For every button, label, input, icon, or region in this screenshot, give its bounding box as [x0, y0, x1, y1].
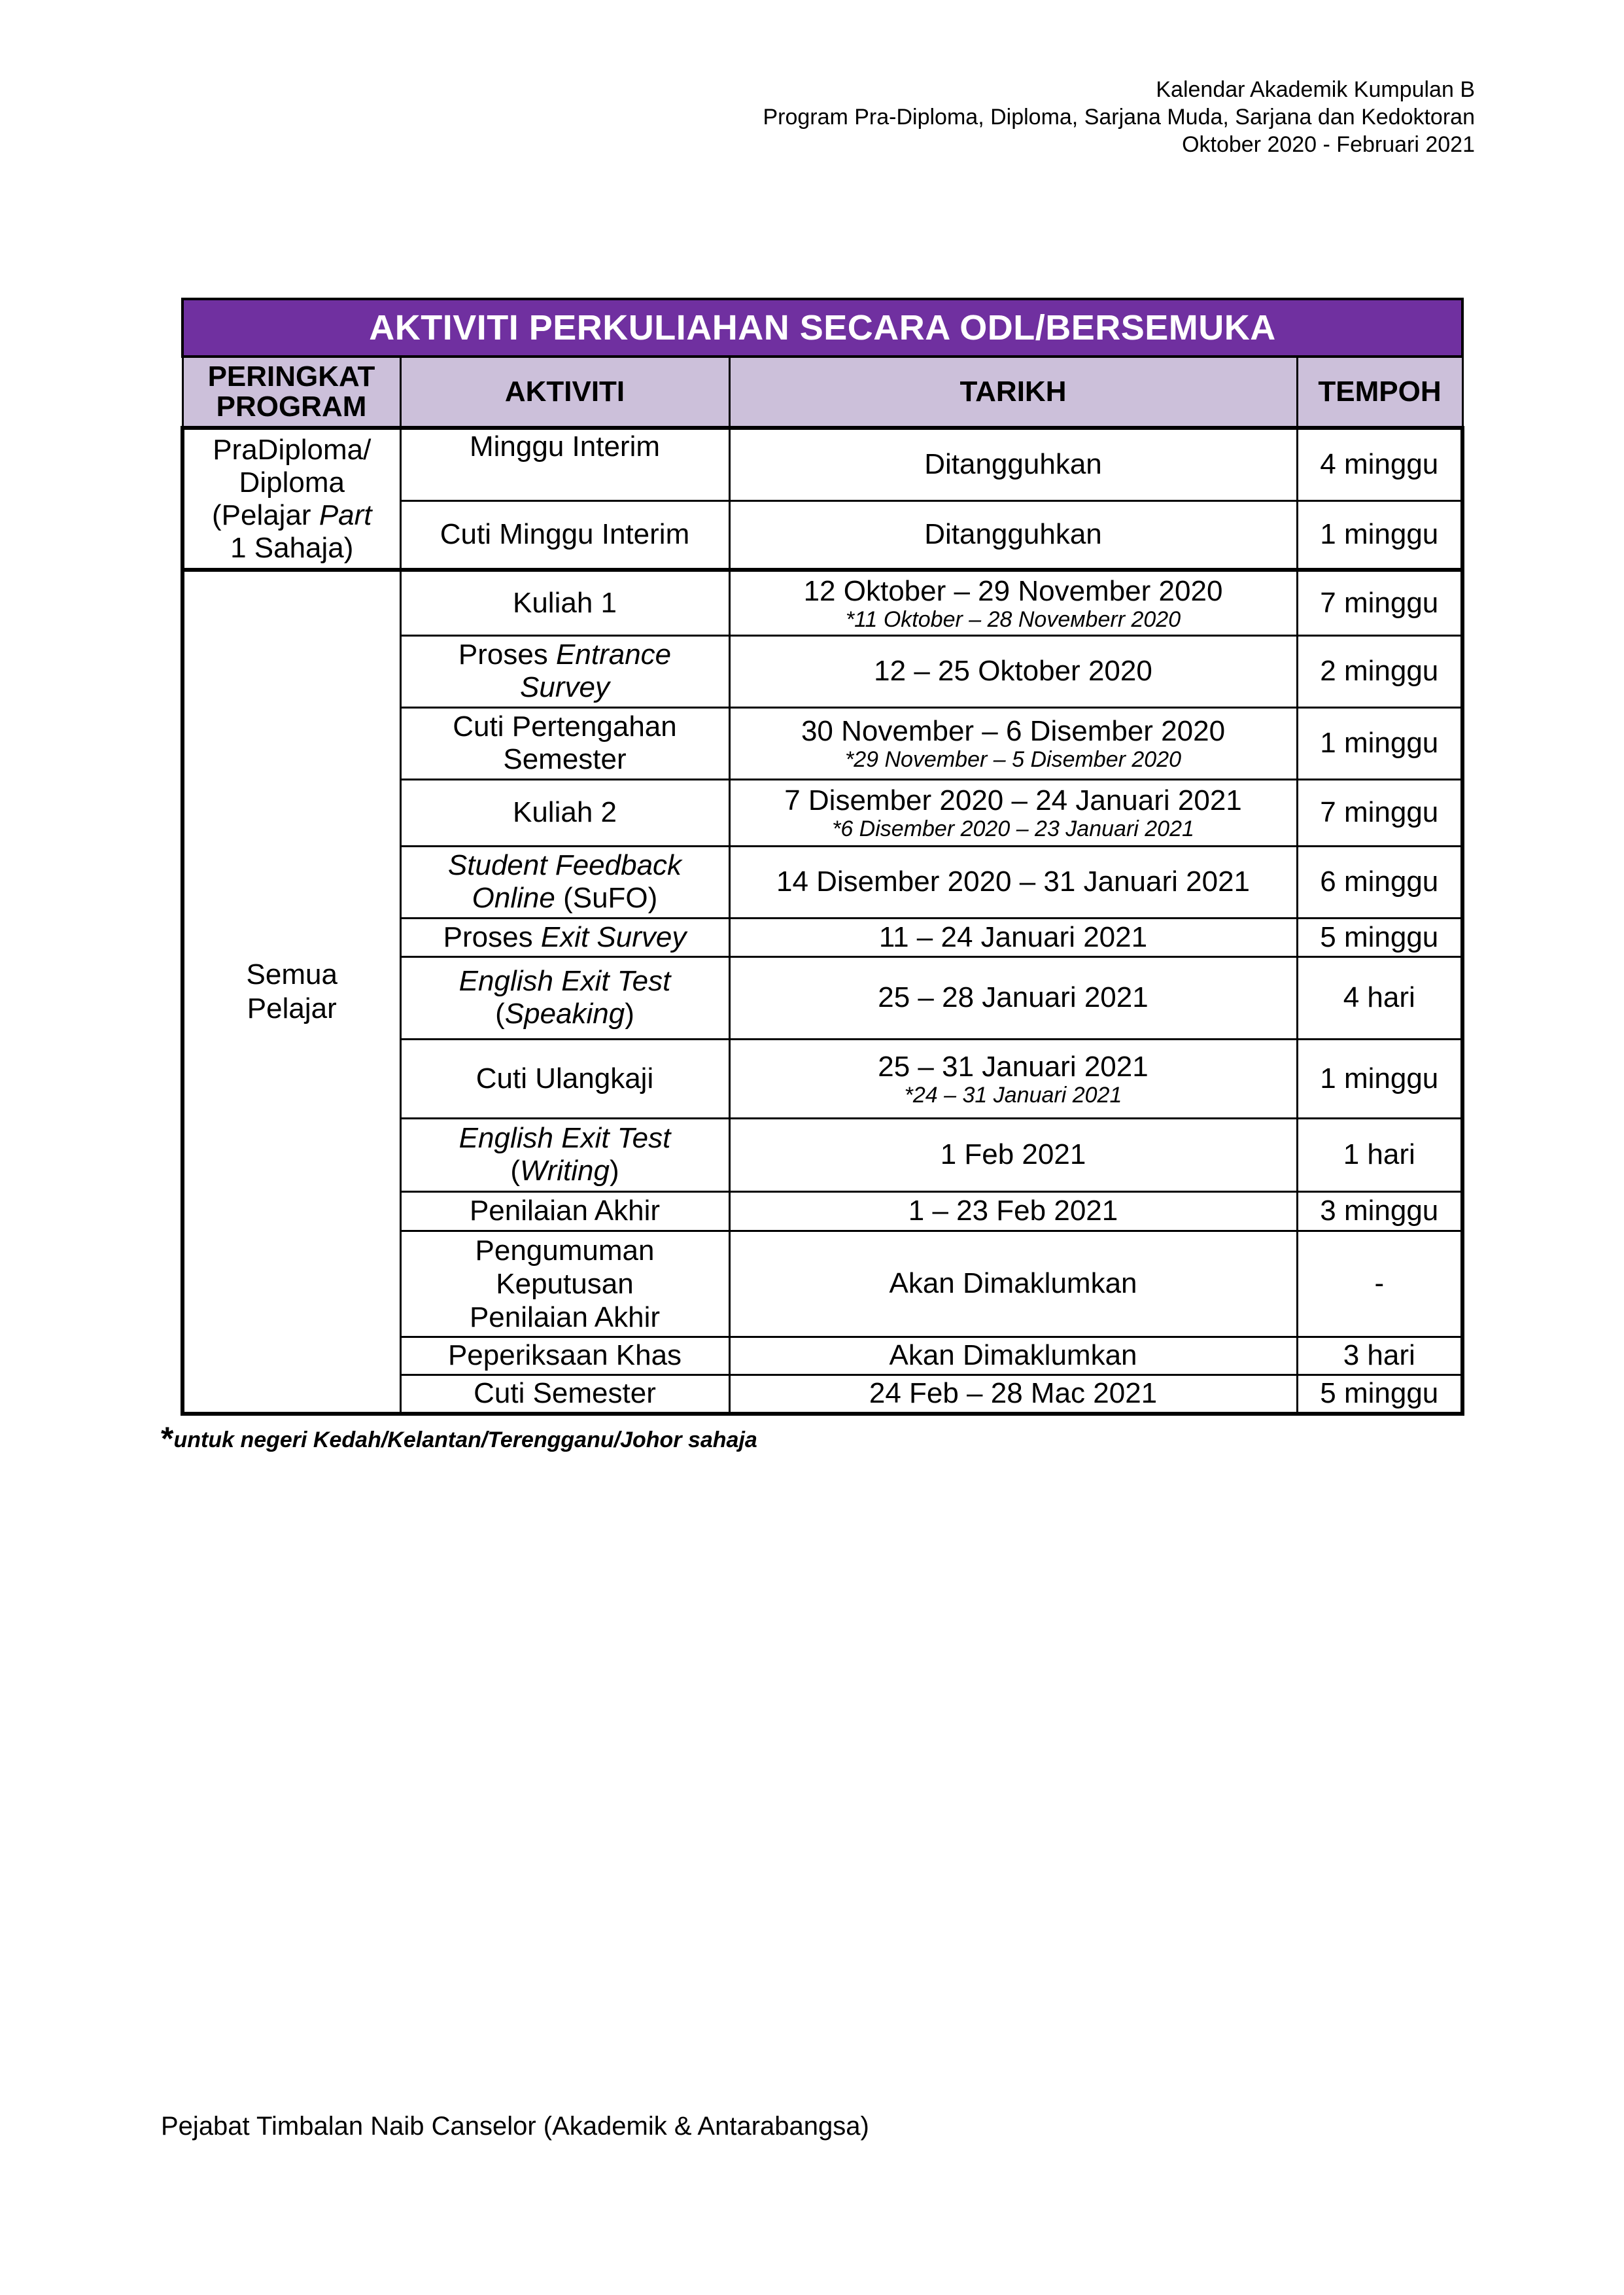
tempoh-cell: 7 minggu [1297, 570, 1462, 635]
tempoh-cell: 3 minggu [1297, 1191, 1462, 1231]
header-line-1: Kalendar Akademik Kumpulan B [1156, 77, 1475, 102]
tempoh-cell: 1 minggu [1297, 707, 1462, 779]
tarikh-note: *11 Oktober – 28 Noveмberr 2020 [845, 606, 1181, 632]
aktiviti-cell [400, 707, 729, 779]
tarikh-text: 12 Oktober – 29 November 2020 [803, 574, 1223, 607]
tarikh-cell: 12 – 25 Oktober 2020 [729, 635, 1297, 707]
table-title-row [182, 299, 1462, 357]
tarikh-cell [729, 707, 1297, 779]
program-group-text: 1 Sahaja) [230, 531, 354, 564]
aktiviti-text: Semester [503, 743, 627, 775]
aktiviti-text: ) [609, 1155, 619, 1187]
table-row [182, 428, 1462, 500]
aktiviti-cell [400, 956, 729, 1039]
table-row [182, 570, 1462, 635]
page-header [559, 76, 1475, 158]
aktiviti-text: ( [495, 998, 505, 1030]
aktiviti-text: Entrance [556, 639, 672, 671]
tarikh-cell: 25 – 28 Januari 2021 [729, 956, 1297, 1039]
aktiviti-text: ) [625, 998, 634, 1030]
tarikh-note: *6 Disember 2020 – 23 Januari 2021 [832, 816, 1194, 841]
aktiviti-cell: Minggu Interim [400, 428, 729, 500]
aktiviti-cell: Peperiksaan Khas [400, 1337, 729, 1375]
tarikh-cell: 11 – 24 Januari 2021 [729, 918, 1297, 956]
aktiviti-text: Pengumuman [475, 1234, 655, 1267]
aktiviti-cell [400, 918, 729, 956]
tarikh-cell [729, 1039, 1297, 1118]
tarikh-cell: Akan Dimaklumkan [729, 1337, 1297, 1375]
aktiviti-text: Exit Survey [540, 920, 687, 953]
academic-calendar-table [181, 298, 1464, 1416]
aktiviti-cell [400, 635, 729, 707]
footnote-text: untuk negeri Kedah/Kelantan/Terengganu/Johor sahaja [173, 1428, 757, 1452]
aktiviti-cell: Cuti Minggu Interim [400, 500, 729, 570]
tarikh-note: *29 November – 5 Disember 2020 [844, 747, 1182, 772]
aktiviti-text: Student Feedback [447, 849, 682, 881]
tempoh-cell: 5 minggu [1297, 918, 1462, 956]
tempoh-cell: - [1297, 1231, 1462, 1337]
column-header-program-line-2: PROGRAM [216, 391, 367, 423]
aktiviti-text: Cuti Pertengahan [453, 710, 677, 743]
aktiviti-text: English Exit Test [458, 965, 671, 997]
aktiviti-cell [400, 1231, 729, 1337]
tarikh-cell: 1 – 23 Feb 2021 [729, 1191, 1297, 1231]
tarikh-cell: 14 Disember 2020 – 31 Januari 2021 [729, 846, 1297, 918]
tarikh-cell [729, 779, 1297, 846]
tarikh-cell: 1 Feb 2021 [729, 1118, 1297, 1191]
tarikh-cell [729, 570, 1297, 635]
aktiviti-text: Online [472, 882, 555, 914]
aktiviti-cell: Kuliah 1 [400, 570, 729, 635]
tarikh-note: *24 – 31 Januari 2021 [904, 1082, 1122, 1108]
aktiviti-text: English Exit Test [458, 1122, 671, 1154]
aktiviti-text: Writing [520, 1155, 610, 1187]
tempoh-cell: 7 minggu [1297, 779, 1462, 846]
tempoh-cell: 1 minggu [1297, 1039, 1462, 1118]
aktiviti-text: Proses [458, 639, 557, 671]
aktiviti-text: Penilaian Akhir [469, 1301, 661, 1333]
tarikh-cell: Ditangguhkan [729, 428, 1297, 500]
tarikh-text: 30 November – 6 Disember 2020 [801, 715, 1226, 747]
program-group-text: Part [319, 499, 372, 531]
aktiviti-cell [400, 1118, 729, 1191]
column-header-program [182, 357, 400, 428]
aktiviti-text: Keputusan [496, 1267, 634, 1300]
tempoh-cell: 6 minggu [1297, 846, 1462, 918]
page-footer: Pejabat Timbalan Naib Canselor (Akademik & Antarabangsa) [161, 2112, 869, 2141]
aktiviti-cell: Cuti Ulangkaji [400, 1039, 729, 1118]
tarikh-cell: 24 Feb – 28 Mac 2021 [729, 1375, 1297, 1414]
program-group-cell [182, 570, 400, 1414]
aktiviti-cell [400, 846, 729, 918]
aktiviti-cell: Kuliah 2 [400, 779, 729, 846]
tarikh-text: 25 – 31 Januari 2021 [878, 1050, 1149, 1083]
tempoh-cell: 4 hari [1297, 956, 1462, 1039]
column-header-program-line-1: PERINGKAT [207, 360, 375, 393]
program-group-text: Diploma [239, 466, 345, 499]
column-header-aktiviti: AKTIVITI [400, 357, 729, 428]
aktiviti-text: Speaking [504, 998, 625, 1030]
program-group-text: (Pelajar [211, 499, 319, 531]
tempoh-cell: 2 minggu [1297, 635, 1462, 707]
header-line-3: Oktober 2020 - Februari 2021 [1182, 132, 1475, 157]
program-group-text: Semua [246, 958, 337, 990]
program-group-text: Pelajar [247, 992, 337, 1025]
tarikh-cell: Akan Dimaklumkan [729, 1231, 1297, 1337]
tempoh-cell: 5 minggu [1297, 1375, 1462, 1414]
aktiviti-text: (SuFO) [555, 882, 658, 914]
table-title: AKTIVITI PERKULIAHAN SECARA ODL/BERSEMUKA [182, 299, 1462, 357]
header-line-2: Program Pra-Diploma, Diploma, Sarjana Muda, Sarjana dan Kedoktoran [763, 105, 1475, 130]
tarikh-cell: Ditangguhkan [729, 500, 1297, 570]
footnote-asterisk: * [161, 1420, 174, 1457]
aktiviti-text: Survey [520, 671, 610, 703]
program-group-text: PraDiploma/ [213, 433, 371, 466]
table-header-row [182, 357, 1462, 428]
tempoh-cell: 1 minggu [1297, 500, 1462, 570]
footnote [161, 1420, 757, 1458]
tempoh-cell: 1 hari [1297, 1118, 1462, 1191]
tempoh-cell: 4 minggu [1297, 428, 1462, 500]
program-group-cell [182, 428, 400, 570]
aktiviti-text: ( [510, 1155, 521, 1187]
column-header-tarikh: TARIKH [729, 357, 1297, 428]
column-header-tempoh: TEMPOH [1297, 357, 1462, 428]
aktiviti-cell: Cuti Semester [400, 1375, 729, 1414]
aktiviti-cell: Penilaian Akhir [400, 1191, 729, 1231]
tarikh-text: 7 Disember 2020 – 24 Januari 2021 [784, 784, 1242, 816]
aktiviti-text: Proses [443, 920, 541, 953]
tempoh-cell: 3 hari [1297, 1337, 1462, 1375]
